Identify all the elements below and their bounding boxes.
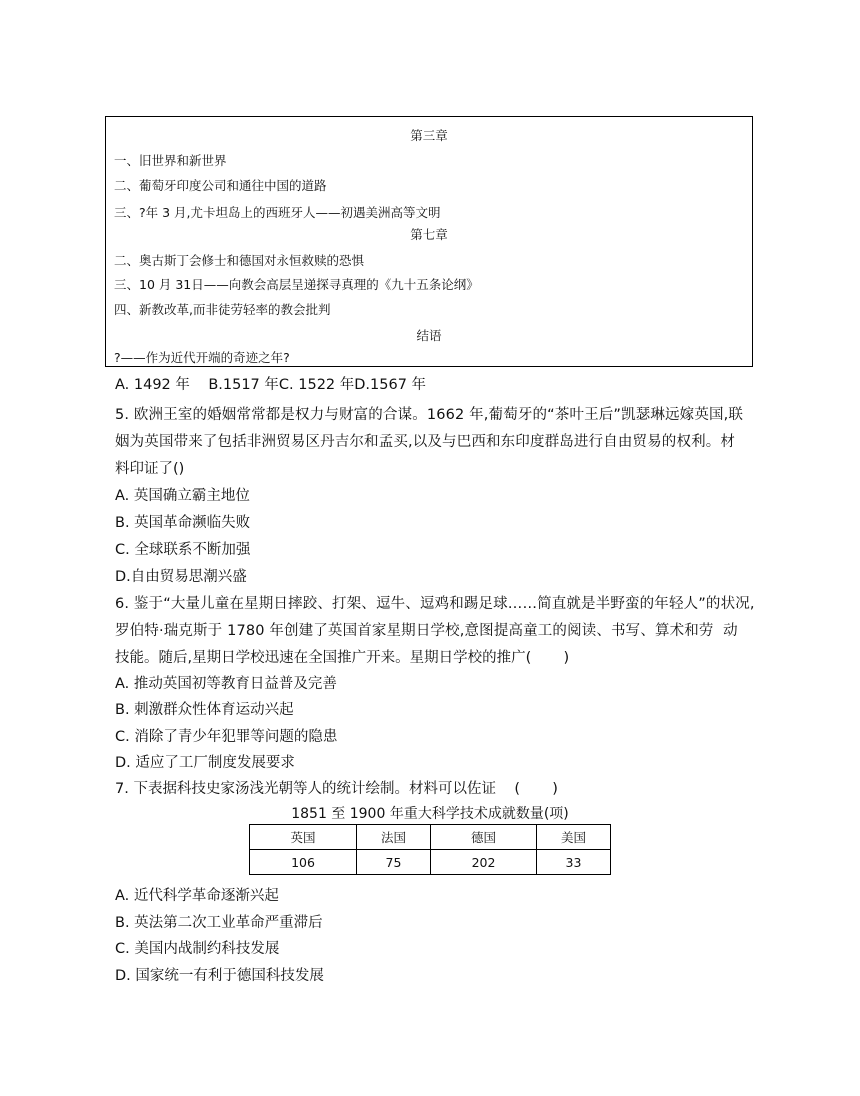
toc-box bbox=[105, 116, 753, 367]
q7-stem: 7. 下表据科技史家汤浅光朝等人的统计绘制。材料可以佐证 ( ) bbox=[115, 781, 558, 797]
toc-item: 四、新教改革,而非徒劳轻率的教会批判 bbox=[114, 302, 331, 317]
table-cell: 106 bbox=[250, 850, 357, 875]
q5-stem-line: 姻为英国带来了包括非洲贸易区丹吉尔和孟买,以及与巴西和东印度群岛进行自由贸易的权利。材 bbox=[115, 434, 736, 450]
toc-item: 一、旧世界和新世界 bbox=[114, 153, 227, 168]
q5-stem-line: 5. 欧洲王室的婚姻常常都是权力与财富的合谋。1662 年,葡萄牙的“茶叶王后”凯瑟琳远嫁英国,联 bbox=[115, 407, 744, 423]
chapter7-heading: 第七章 bbox=[410, 227, 448, 242]
q5-option-b: B. 英国革命濒临失败 bbox=[115, 515, 251, 531]
toc-item: ?——作为近代开端的奇迹之年? bbox=[114, 350, 290, 365]
q7-option-c: C. 美国内战制约科技发展 bbox=[115, 941, 280, 957]
q7-option-d: D. 国家统一有利于德国科技发展 bbox=[115, 968, 324, 984]
table-cell: 202 bbox=[431, 850, 537, 875]
q4-options: A. 1492 年 B.1517 年C. 1522 年D.1567 年 bbox=[115, 377, 427, 393]
table-row bbox=[250, 850, 611, 875]
q5-option-d: D.自由贸易思潮兴盛 bbox=[115, 569, 247, 585]
q6-option-c: C. 消除了青少年犯罪等问题的隐患 bbox=[115, 729, 338, 745]
table-header-row bbox=[250, 825, 611, 850]
q6-option-b: B. 刺激群众性体育运动兴起 bbox=[115, 702, 294, 718]
q5-option-a: A. 英国确立霸主地位 bbox=[115, 488, 250, 504]
table-cell: 33 bbox=[537, 850, 611, 875]
stats-table bbox=[249, 824, 611, 875]
q6-stem-line: 罗伯特·瑞克斯于 1780 年创建了英国首家星期日学校,意图提高童工的阅读、书写、算术和劳 动 bbox=[115, 623, 738, 639]
q5-option-c: C. 全球联系不断加强 bbox=[115, 542, 251, 558]
table-header-cell: 美国 bbox=[537, 825, 611, 850]
q7-option-b: B. 英法第二次工业革命严重滞后 bbox=[115, 915, 323, 931]
table-header-cell: 英国 bbox=[250, 825, 357, 850]
toc-item: 三、10 月 31日——向教会高层呈递探寻真理的《九十五条论纲》 bbox=[114, 277, 479, 292]
toc-item: 二、葡萄牙印度公司和通往中国的道路 bbox=[114, 178, 327, 193]
table-header-cell: 法国 bbox=[357, 825, 431, 850]
toc-item: 二、奥古斯丁会修士和德国对永恒救赎的恐惧 bbox=[114, 253, 365, 268]
q6-option-a: A. 推动英国初等教育日益普及完善 bbox=[115, 676, 337, 692]
q7-option-a: A. 近代科学革命逐渐兴起 bbox=[115, 888, 279, 904]
table-cell: 75 bbox=[357, 850, 431, 875]
q6-stem-line: 6. 鉴于“大量儿童在星期日摔跤、打架、逗牛、逗鸡和踢足球……简直就是半野蛮的年轻人”的状况, bbox=[115, 596, 755, 612]
q6-option-d: D. 适应了工厂制度发展要求 bbox=[115, 755, 295, 771]
toc-item: 三、?年 3 月,尤卡坦岛上的西班牙人——初遇美洲高等文明 bbox=[114, 205, 441, 220]
q6-stem-line: 技能。随后,星期日学校迅速在全国推广开来。星期日学校的推广( ) bbox=[115, 650, 570, 666]
table-caption: 1851 至 1900 年重大科学技术成就数量(项) bbox=[291, 806, 569, 822]
table-header-cell: 德国 bbox=[431, 825, 537, 850]
conclusion-heading: 结语 bbox=[416, 328, 442, 343]
chapter3-heading: 第三章 bbox=[410, 128, 448, 143]
q5-stem-line: 料印证了() bbox=[115, 461, 185, 477]
